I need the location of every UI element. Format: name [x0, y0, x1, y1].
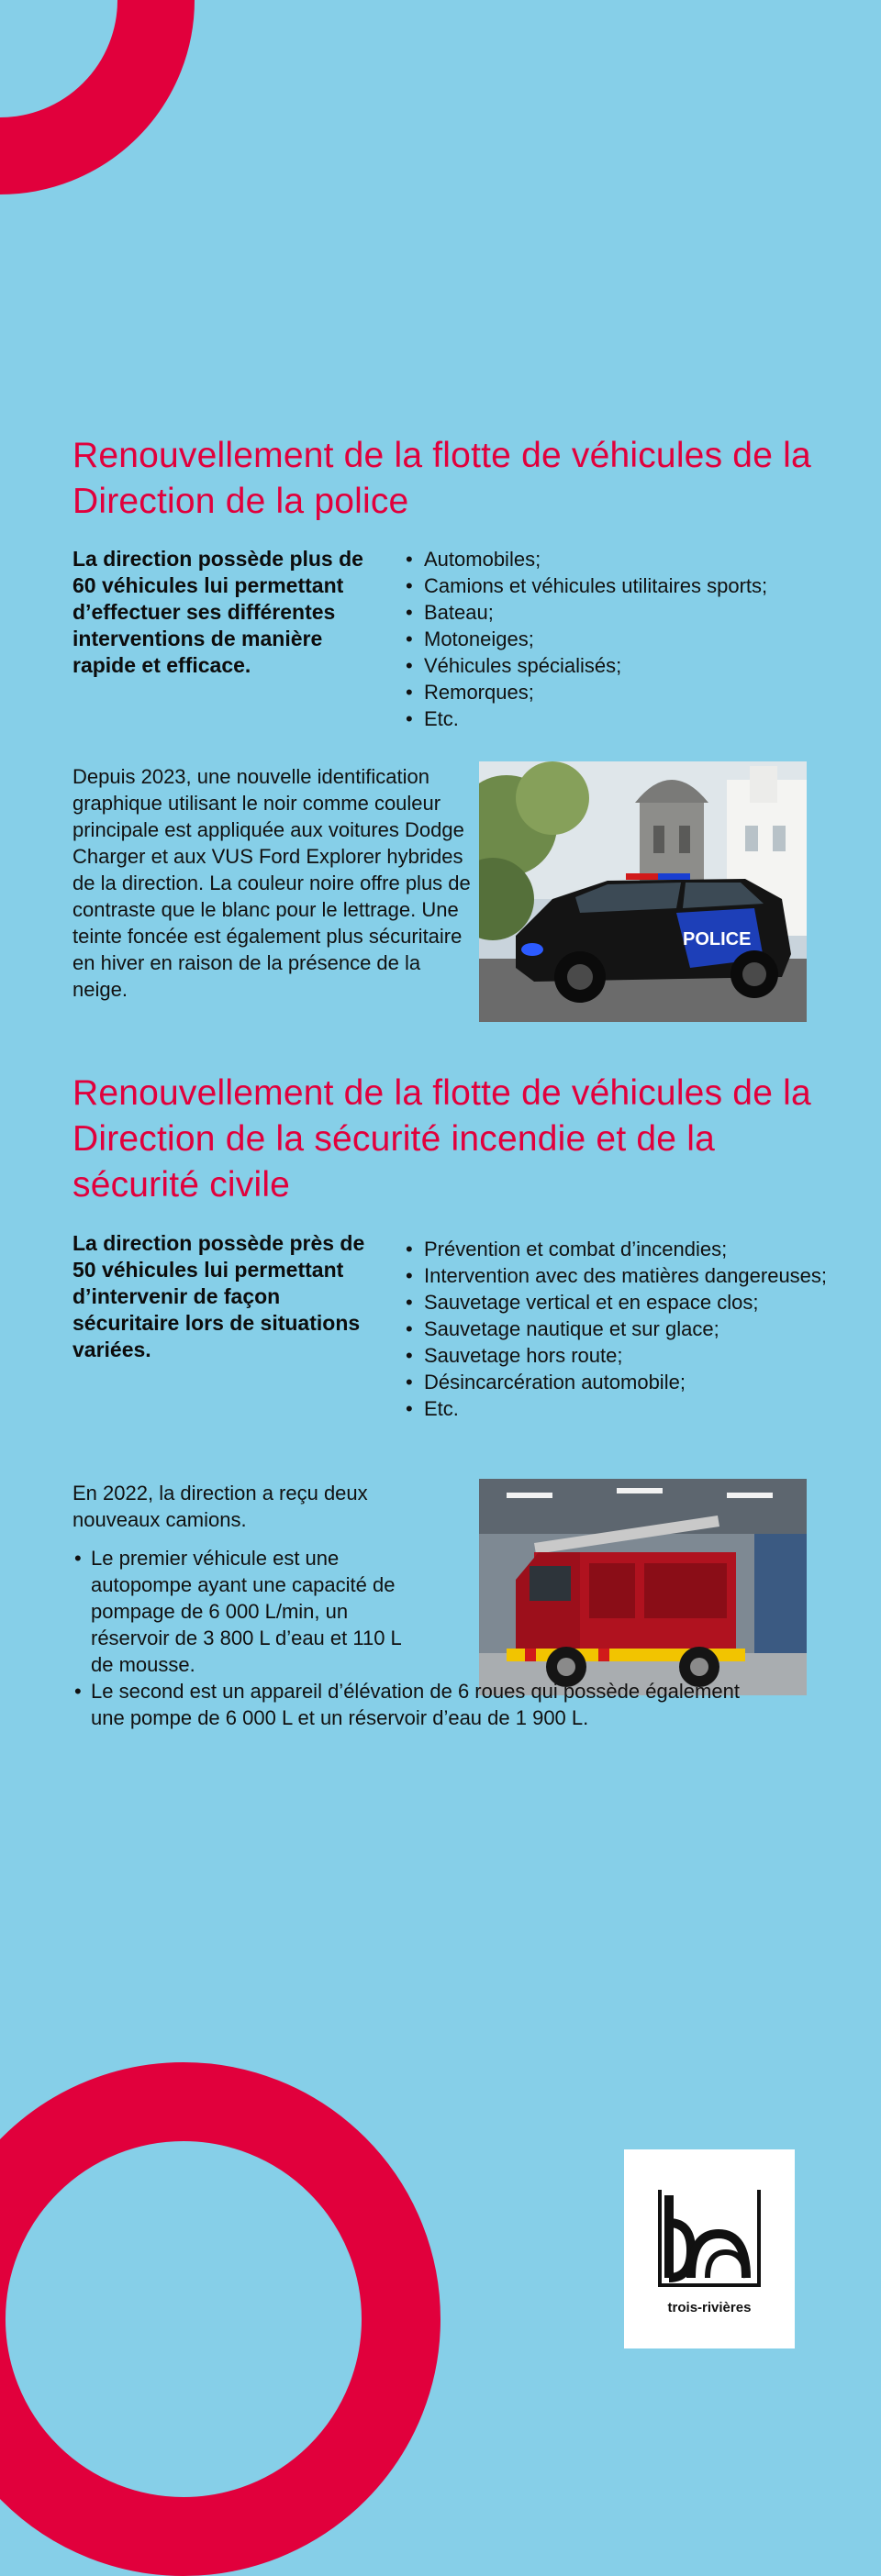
trois-rivieres-logo — [624, 2149, 795, 2348]
list-item: • Motoneiges; — [402, 626, 861, 652]
decorative-arc-bottom — [0, 2062, 440, 2576]
list-item: • Véhicules spécialisés; — [402, 652, 861, 679]
police-section-title: Renouvellement de la flotte de véhicules de la Direction de la police — [72, 436, 811, 521]
logo-caption: trois-rivières — [667, 2300, 752, 2315]
police-lead-text: La direction possède plus de 60 véhicules lui permettant d’effectuer ses différentes interventions de manière rapide et efficace. — [72, 547, 363, 677]
fire-intervention-list — [402, 1236, 833, 1422]
list-item: • Le premier véhicule est une autopompe ayant une capacité de pompage de 6 000 L/min, un réservoir de 3 800 L d’eau et 110 L de mousse. — [72, 1545, 421, 1678]
list-item: • Désincarcération automobile; — [402, 1369, 833, 1395]
list-item: • Sauvetage nautique et sur glace; — [402, 1316, 833, 1342]
list-item: • Camions et véhicules utilitaires sports; — [402, 572, 861, 599]
list-item: • Prévention et combat d’incendies; — [402, 1236, 833, 1262]
fire-section-title: Renouvellement de la flotte de véhicules de la Direction de la sécurité incendie et de la sécurité civile — [72, 1073, 811, 1205]
list-item: • Remorques; — [402, 679, 861, 705]
police-car-photo — [479, 761, 807, 1022]
decorative-arc-top — [0, 0, 195, 194]
list-item: • Sauvetage hors route; — [402, 1342, 833, 1369]
list-item: • Etc. — [402, 705, 861, 732]
police-lettering: POLICE — [683, 929, 752, 949]
list-item: • Automobiles; — [402, 546, 861, 572]
list-item: • Bateau; — [402, 599, 861, 626]
list-item: • Sauvetage vertical et en espace clos; — [402, 1289, 833, 1316]
list-item: • Etc. — [402, 1395, 833, 1422]
fire-trucks-list — [72, 1545, 770, 1731]
fire-intro-text: En 2022, la direction a reçu deux nouveaux camions. — [72, 1482, 368, 1531]
list-item: • Intervention avec des matières dangereuses; — [402, 1262, 833, 1289]
police-paragraph: Depuis 2023, une nouvelle identification graphique utilisant le noir comme couleur principale est appliquée aux voitures Dodge Charger et aux VUS Ford Explorer hybrides de la direction. La couleur noire offre plus de contraste que le blanc pour le lettrage. Une teinte foncée est également plus sécuritaire en hiver en raison de la présence de la neige. — [72, 765, 471, 1001]
police-car-image — [479, 761, 807, 1022]
fire-lead-text: La direction possède près de 50 véhicules lui permettant d’intervenir de façon sécuritaire lors de situations variées. — [72, 1231, 365, 1361]
list-item: • Le second est un appareil d’élévation de 6 roues qui possède également une pompe de 6 000 L et un réservoir d’eau de 1 900 L. — [72, 1678, 752, 1731]
police-vehicle-list — [402, 546, 861, 732]
trois-rivieres-logo-icon — [654, 2186, 764, 2296]
